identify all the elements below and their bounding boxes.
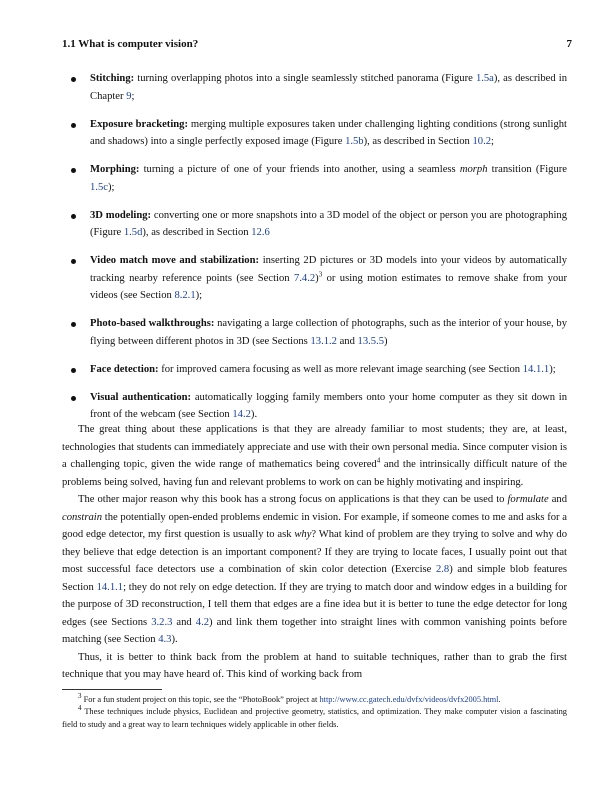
bullet-dot-icon <box>71 322 76 327</box>
cross-reference-link[interactable]: 2.8 <box>435 564 450 575</box>
cross-reference-link[interactable]: 8.2.1 <box>174 290 196 301</box>
emphasized-text: why <box>294 529 312 540</box>
bullet-term: 3D modeling: <box>90 209 152 221</box>
text-run: ; they do not rely on edge detection. If they are trying to match door and window edges in a building for the purpose of 3D reconstruction, I tell them that edges are a fine idea but it is better to tune the edge detector for long edges (see Sections <box>62 581 567 628</box>
text-run: and <box>172 616 196 628</box>
cross-reference-link[interactable]: 12.6 <box>251 227 270 238</box>
emphasized-text: formulate <box>507 494 549 505</box>
text-run: and <box>548 494 567 505</box>
footnote-marker: 3 <box>78 692 82 701</box>
bullet-dot-icon <box>71 168 76 173</box>
bullet-term: Stitching: <box>90 73 135 84</box>
text-run: ); <box>195 290 203 301</box>
emphasized-text: constrain <box>62 511 103 523</box>
text-run: turning overlapping photos into a single seamlessly stitched panorama (Figure <box>134 73 476 84</box>
bullet-dot-icon <box>71 368 76 373</box>
text-run: ) and simple blob features Section <box>62 564 567 593</box>
text-run: navigating a large collection of photographs, such as the interior of your house, by flying between different photos in 3D (see Sections <box>90 318 567 347</box>
text-run: merging multiple exposures taken under challenging lighting conditions (strong sunlight and shadows) into a single perfectly exposed image (Figure <box>90 118 567 147</box>
text-run: ), as described in Chapter <box>90 73 568 102</box>
body-text <box>62 421 567 684</box>
footnote-marker: 4 <box>376 456 381 465</box>
cross-reference-link[interactable]: 10.2 <box>472 136 492 147</box>
text-run: ). <box>250 409 258 420</box>
cross-reference-link[interactable]: 14.1.1 <box>96 581 124 593</box>
body-paragraph <box>62 491 567 649</box>
cross-reference-link[interactable]: 1.5d <box>123 227 143 238</box>
cross-reference-link[interactable]: 13.5.5 <box>357 335 385 347</box>
text-run: and the intrinsically difficult nature of the problems being solved, having fun and relevant problems to work on can be highly motivating and inspiring. <box>62 459 567 488</box>
text-run: Thus, it is better to think back from the problem at hand to suitable techniques, rather than to grab the first technique that you may have heard of. This kind of working back from <box>62 651 567 680</box>
text-run: ) <box>315 272 319 284</box>
bullet-dot-icon <box>71 396 76 401</box>
bullet-term: Face detection: <box>90 363 159 375</box>
text-run: ); <box>549 363 556 375</box>
bullet-term: Morphing: <box>90 164 140 175</box>
bullet-term: Exposure bracketing: <box>90 118 188 130</box>
cross-reference-link[interactable]: 1.5b <box>345 136 364 147</box>
text-run: the potentially open-ended problems endemic in vision. For example, if someone comes to me and asks for a good edge detector, my first question is usually to ask <box>62 511 567 540</box>
bullet-term: Visual authentication: <box>90 391 192 403</box>
text-run: for improved camera focusing as well as more relevant image searching (see Section <box>158 363 523 375</box>
cross-reference-link[interactable]: 1.5c <box>90 181 108 193</box>
bullet-dot-icon <box>71 77 76 82</box>
cross-reference-link[interactable]: 14.2 <box>232 409 251 420</box>
application-list <box>62 70 567 434</box>
bullet-item <box>62 161 567 196</box>
text-run: ) and link them together into straight lines with common vanishing points before matching (see Section <box>62 616 567 645</box>
bullet-item <box>62 389 567 424</box>
cross-reference-link[interactable]: http://www.cc.gatech.edu/dvfx/videos/dvfx2005.html <box>319 695 499 704</box>
bullet-term: Video match move and stabilization: <box>90 255 260 266</box>
footnote <box>62 706 567 731</box>
footnote-marker: 3 <box>318 269 323 278</box>
cross-reference-link[interactable]: 1.5a <box>475 73 494 84</box>
text-run: ) <box>384 335 388 347</box>
bullet-term: Photo-based walkthroughs: <box>90 318 215 329</box>
cross-reference-link[interactable]: 9 <box>126 90 132 102</box>
text-run: The other major reason why this book has a strong focus on applications is that they can be used to <box>78 494 508 505</box>
cross-reference-link[interactable]: 3.2.3 <box>151 616 173 628</box>
footnote-marker: 4 <box>78 704 82 713</box>
page-number: 7 <box>566 38 572 50</box>
cross-reference-link[interactable]: 4.3 <box>158 634 172 645</box>
bullet-item <box>62 70 567 105</box>
section-title: 1.1 What is computer vision? <box>62 38 199 50</box>
text-run: ). <box>171 634 178 645</box>
text-run: The great thing about these applications is that they are already familiar to most students; they are, at least, technologies that students can immediately appreciate and use with their own personal media. Since computer vision is a challenging topic, given the wide range of mathematics being covered <box>62 424 567 470</box>
cross-reference-link[interactable]: 7.4.2 <box>293 272 316 284</box>
text-run: ; <box>131 90 135 102</box>
text-run: automatically logging family members onto your home computer as they sit down in front of the webcam (see Section <box>90 391 568 420</box>
footnote-rule <box>62 689 162 690</box>
body-paragraph <box>62 421 567 491</box>
footnotes <box>62 694 567 731</box>
emphasized-text: morph <box>459 164 488 175</box>
cross-reference-link[interactable]: 14.1.1 <box>522 363 550 375</box>
text-run: . <box>498 695 501 704</box>
text-run: and <box>336 335 358 347</box>
body-paragraph <box>62 649 567 684</box>
bullet-item <box>62 315 567 350</box>
text-run: For a fun student project on this topic, see the “PhotoBook” project at <box>81 695 320 704</box>
bullet-item <box>62 207 567 242</box>
text-run: ), as described in Section <box>142 227 252 238</box>
bullet-dot-icon <box>71 259 76 264</box>
text-run: ? What kind of problem are they trying to solve and why do they believe that edge detection is an important component? If they are trying to locate faces, I usually point out that most successful face detectors use a combination of skin color detection (Exercise <box>62 529 567 575</box>
bullet-item <box>62 116 567 151</box>
footnote <box>62 694 567 706</box>
bullet-item <box>62 361 567 379</box>
text-run: These techniques include physics, Euclidean and projective geometry, statistics, and optimization. They make computer vision a fascinating field to study and a great way to learn techniques widely applicable in other fields. <box>62 707 567 729</box>
text-run: ), as described in Section <box>363 136 473 147</box>
text-run: converting one or more snapshots into a 3D model of the object or person you are photographing (Figure <box>90 209 567 238</box>
text-run: turning a picture of one of your friends into another, using a seamless <box>139 164 460 175</box>
cross-reference-link[interactable]: 4.2 <box>195 616 210 628</box>
text-run: or using motion estimates to remove shake from your videos (see Section <box>90 272 567 301</box>
text-run: ); <box>107 181 115 193</box>
text-run: transition (Figure <box>487 164 567 175</box>
bullet-item <box>62 252 567 305</box>
bullet-dot-icon <box>71 123 76 128</box>
cross-reference-link[interactable]: 13.1.2 <box>310 335 337 347</box>
text-run: ; <box>491 136 494 147</box>
text-run: inserting 2D pictures or 3D models into your videos by automatically tracking nearby reference points (see Section <box>90 255 568 284</box>
bullet-dot-icon <box>71 214 76 219</box>
running-header <box>62 38 572 54</box>
